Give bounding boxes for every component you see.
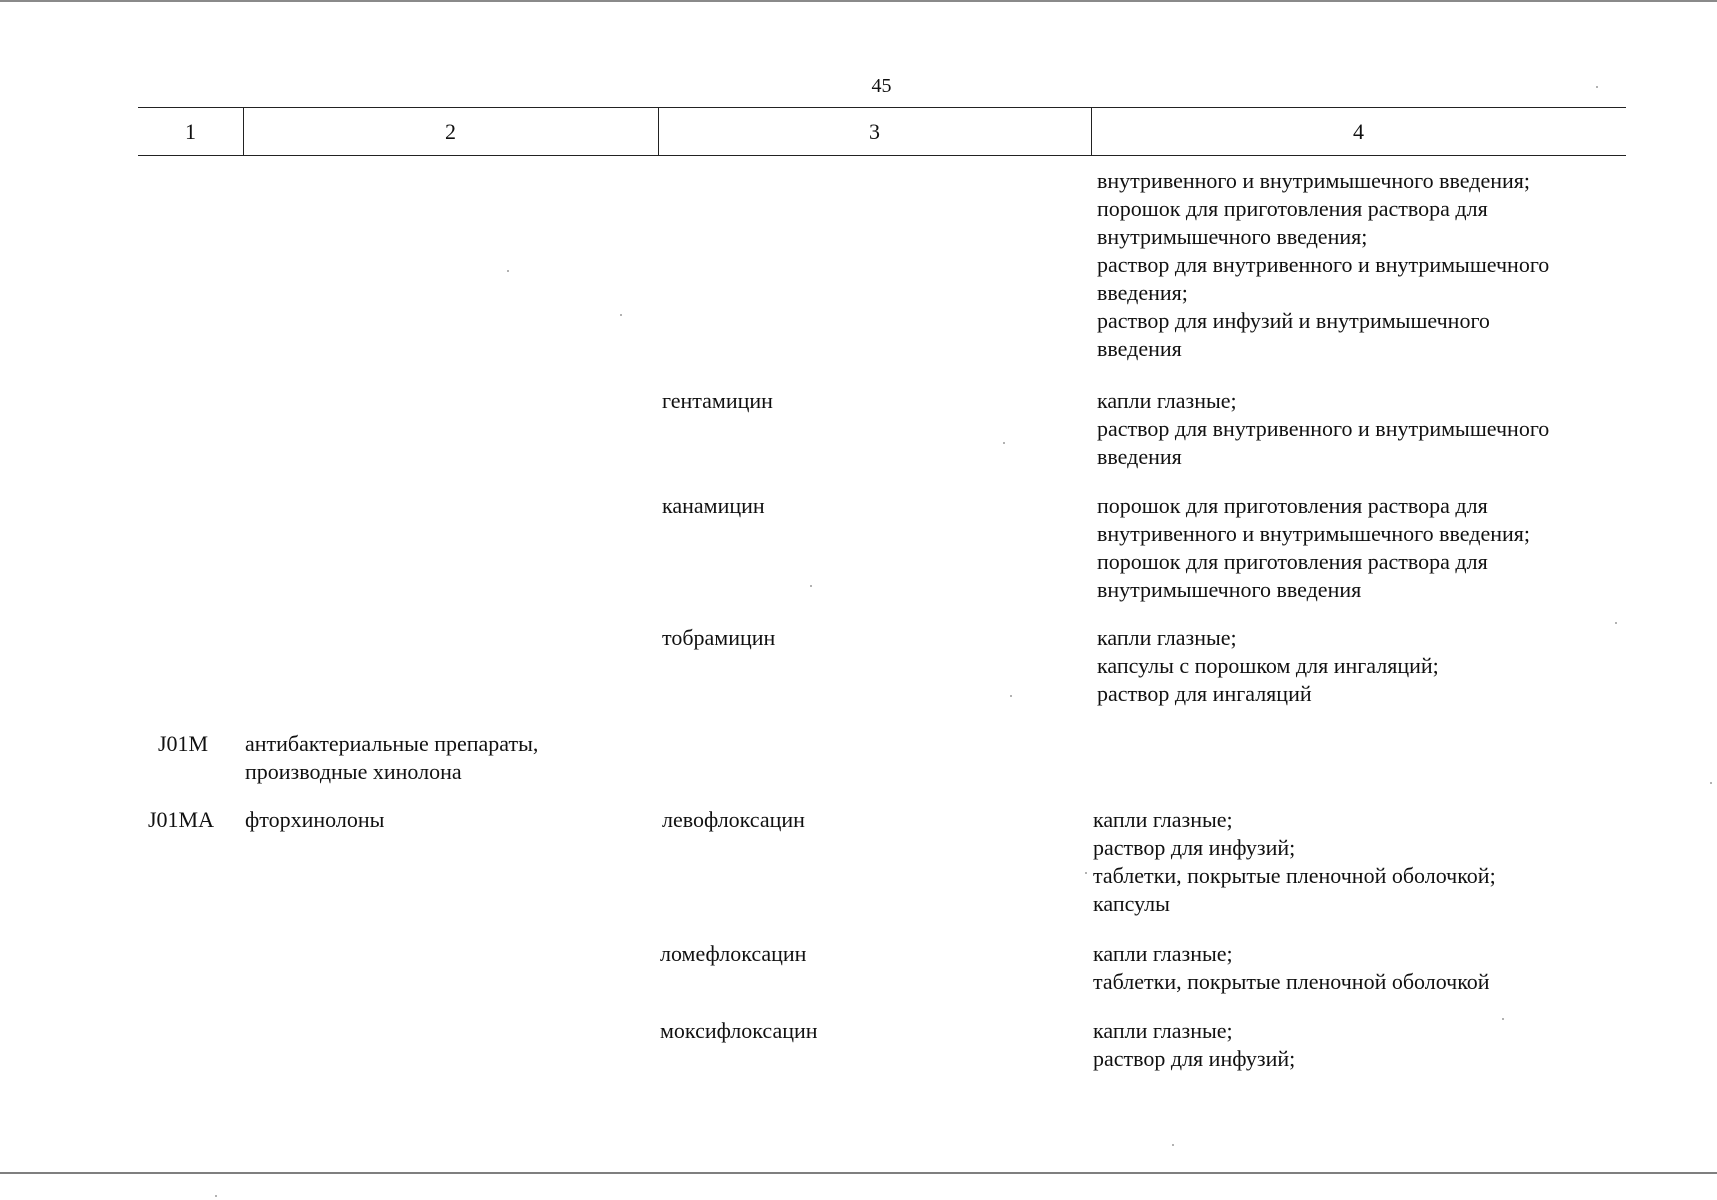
scan-speck bbox=[215, 1195, 217, 1197]
scan-edge-bottom bbox=[0, 1172, 1717, 1174]
group-line: антибактериальные препараты, bbox=[245, 731, 539, 756]
dosage-form-line: капли глазные; bbox=[1093, 1018, 1233, 1043]
dosage-forms bbox=[1097, 624, 1439, 708]
scan-speck bbox=[620, 314, 622, 316]
drug-name: левофлоксацин bbox=[662, 807, 805, 832]
dosage-forms bbox=[1093, 806, 1496, 918]
scan-speck bbox=[1615, 622, 1617, 624]
header-col-4: 4 bbox=[1353, 119, 1364, 144]
scan-speck bbox=[1172, 1144, 1174, 1146]
drug-name: тобрамицин bbox=[662, 625, 776, 650]
group-line: производные хинолона bbox=[245, 759, 462, 784]
dosage-form-line: капли глазные; bbox=[1093, 941, 1233, 966]
dosage-form-line: введения bbox=[1097, 444, 1182, 469]
dosage-form-line: введения; bbox=[1097, 280, 1188, 305]
dosage-form-line: таблетки, покрытые пленочной оболочкой bbox=[1093, 969, 1490, 994]
page-number: 45 bbox=[871, 75, 892, 97]
drug-name: ломефлоксацин bbox=[660, 941, 807, 966]
dosage-form-line: капсулы bbox=[1093, 891, 1170, 916]
dosage-form-line: раствор для инфузий; bbox=[1093, 835, 1296, 860]
scan-speck bbox=[1710, 782, 1712, 784]
dosage-forms bbox=[1097, 492, 1530, 604]
dosage-form-line: внутривенного и внутримышечного введения; bbox=[1097, 521, 1530, 546]
dosage-form-line: капли глазные; bbox=[1093, 807, 1233, 832]
table-header bbox=[138, 107, 1626, 156]
scan-speck bbox=[1085, 872, 1087, 874]
dosage-forms bbox=[1093, 1017, 1295, 1073]
dosage-form-line: порошок для приготовления раствора для bbox=[1097, 493, 1488, 518]
dosage-form-line: раствор для внутривенного и внутримышечного bbox=[1097, 416, 1550, 441]
dosage-forms bbox=[1093, 940, 1490, 996]
scan-speck bbox=[1003, 442, 1005, 444]
dosage-form-line: внутримышечного введения; bbox=[1097, 224, 1368, 249]
scan-speck bbox=[507, 270, 509, 272]
pharmacological-group: фторхинолоны bbox=[245, 807, 385, 832]
dosage-form-line: раствор для внутривенного и внутримышечного bbox=[1097, 252, 1550, 277]
dosage-form-line: капли глазные; bbox=[1097, 388, 1237, 413]
dosage-forms bbox=[1097, 387, 1549, 471]
drug-name: моксифлоксацин bbox=[660, 1018, 818, 1043]
drug-name: канамицин bbox=[662, 493, 765, 518]
atc-code: J01MA bbox=[148, 807, 215, 832]
dosage-forms bbox=[1097, 167, 1549, 363]
dosage-form-line: раствор для инфузий; bbox=[1093, 1046, 1296, 1071]
dosage-form-line: раствор для ингаляций bbox=[1097, 681, 1312, 706]
atc-code: J01M bbox=[158, 731, 209, 756]
dosage-form-line: порошок для приготовления раствора для bbox=[1097, 196, 1488, 221]
header-col-1: 1 bbox=[185, 119, 196, 144]
pharmacological-group bbox=[245, 730, 538, 786]
scan-speck bbox=[1502, 1018, 1504, 1020]
dosage-form-line: внутримышечного введения bbox=[1097, 577, 1362, 602]
scan-speck bbox=[1596, 86, 1598, 88]
dosage-form-line: введения bbox=[1097, 336, 1182, 361]
drug-name: гентамицин bbox=[662, 388, 773, 413]
header-col-3: 3 bbox=[869, 119, 880, 144]
dosage-form-line: таблетки, покрытые пленочной оболочкой; bbox=[1093, 863, 1496, 888]
header-col-2: 2 bbox=[445, 119, 456, 144]
dosage-form-line: порошок для приготовления раствора для bbox=[1097, 549, 1488, 574]
dosage-form-line: внутривенного и внутримышечного введения; bbox=[1097, 168, 1530, 193]
scan-speck bbox=[1010, 695, 1012, 697]
dosage-form-line: капсулы с порошком для ингаляций; bbox=[1097, 653, 1439, 678]
dosage-form-line: раствор для инфузий и внутримышечного bbox=[1097, 308, 1490, 333]
scan-edge-top bbox=[0, 0, 1717, 2]
dosage-form-line: капли глазные; bbox=[1097, 625, 1237, 650]
scan-speck bbox=[810, 585, 812, 587]
